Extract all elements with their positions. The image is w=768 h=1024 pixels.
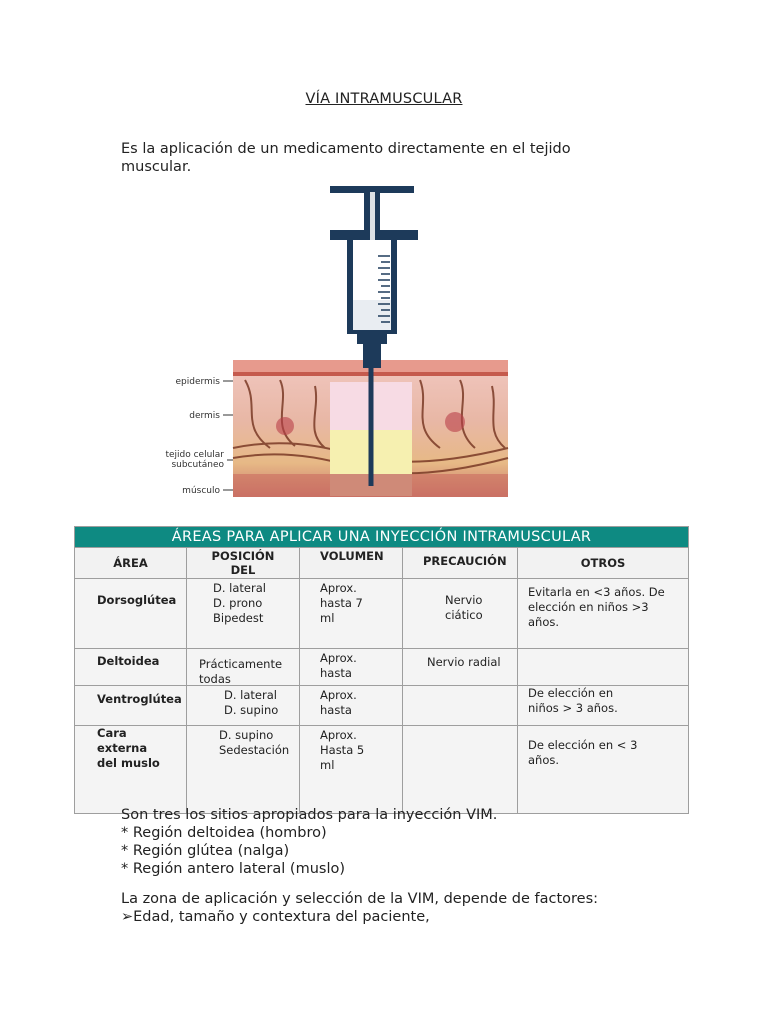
syringe-skin-diagram <box>120 186 520 498</box>
table-row <box>75 726 689 814</box>
header-volumen: VOLUMEN <box>300 548 403 579</box>
cell-otros: Evitarla en <3 años. De elección en niños >3 años. <box>518 579 689 649</box>
sites-intro: Son tres los sitios apropiados para la inyección VIM. <box>121 807 498 823</box>
cell-volumen: Aprox. Hasta 5 ml <box>300 726 403 814</box>
table-row <box>75 579 689 649</box>
injection-areas-table <box>74 526 689 814</box>
label-epidermis: epidermis <box>175 377 220 387</box>
table-row <box>75 649 689 686</box>
list-item: * Región antero lateral (muslo) <box>121 861 345 877</box>
header-area: ÁREA <box>75 548 187 579</box>
cell-posicion: D. lateral D. supino <box>187 686 300 726</box>
cell-volumen: Aprox. hasta <box>300 649 403 686</box>
cell-posicion: Prácticamente todas <box>187 649 300 686</box>
cell-precaucion <box>403 726 518 814</box>
cell-posicion: D. supino Sedestación <box>187 726 300 814</box>
cell-area: Cara externa del muslo <box>75 726 187 814</box>
header-otros: OTROS <box>518 548 689 579</box>
label-dermis: dermis <box>189 411 220 421</box>
cell-area: Dorsoglútea <box>75 579 187 649</box>
cell-otros: De elección en < 3 años. <box>518 726 689 814</box>
cell-posicion: D. lateral D. prono Bipedest <box>187 579 300 649</box>
label-tejido: tejido celular <box>165 450 224 460</box>
cell-volumen: Aprox. hasta <box>300 686 403 726</box>
cell-area: Deltoidea <box>75 649 187 686</box>
label-musculo: músculo <box>182 486 220 496</box>
cell-precaucion: Nervio ciático <box>403 579 518 649</box>
list-item: * Región deltoidea (hombro) <box>121 825 327 841</box>
cell-volumen: Aprox. hasta 7 ml <box>300 579 403 649</box>
cell-precaucion: Nervio radial <box>403 649 518 686</box>
cell-precaucion <box>403 686 518 726</box>
list-item: * Región glútea (nalga) <box>121 843 290 859</box>
cell-area: Ventroglútea <box>75 686 187 726</box>
sites-section <box>121 806 681 926</box>
intro-paragraph: Es la aplicación de un medicamento directamente en el tejido muscular. <box>121 141 571 175</box>
label-subcutaneo: subcutáneo <box>171 460 224 470</box>
cell-otros: De elección en niños > 3 años. <box>518 686 689 726</box>
factors-intro: La zona de aplicación y selección de la VIM, depende de factores: <box>121 891 599 907</box>
header-precaucion: PRECAUCIÓN <box>403 548 518 579</box>
table-title: ÁREAS PARA APLICAR UNA INYECCIÓN INTRAMUSCULAR <box>75 527 689 548</box>
cell-otros <box>518 649 689 686</box>
page-title: VÍA INTRAMUSCULAR <box>305 91 463 107</box>
header-posicion: POSICIÓN DEL <box>187 548 300 579</box>
list-item: ➢Edad, tamaño y contextura del paciente, <box>121 909 430 925</box>
table-row <box>75 686 689 726</box>
